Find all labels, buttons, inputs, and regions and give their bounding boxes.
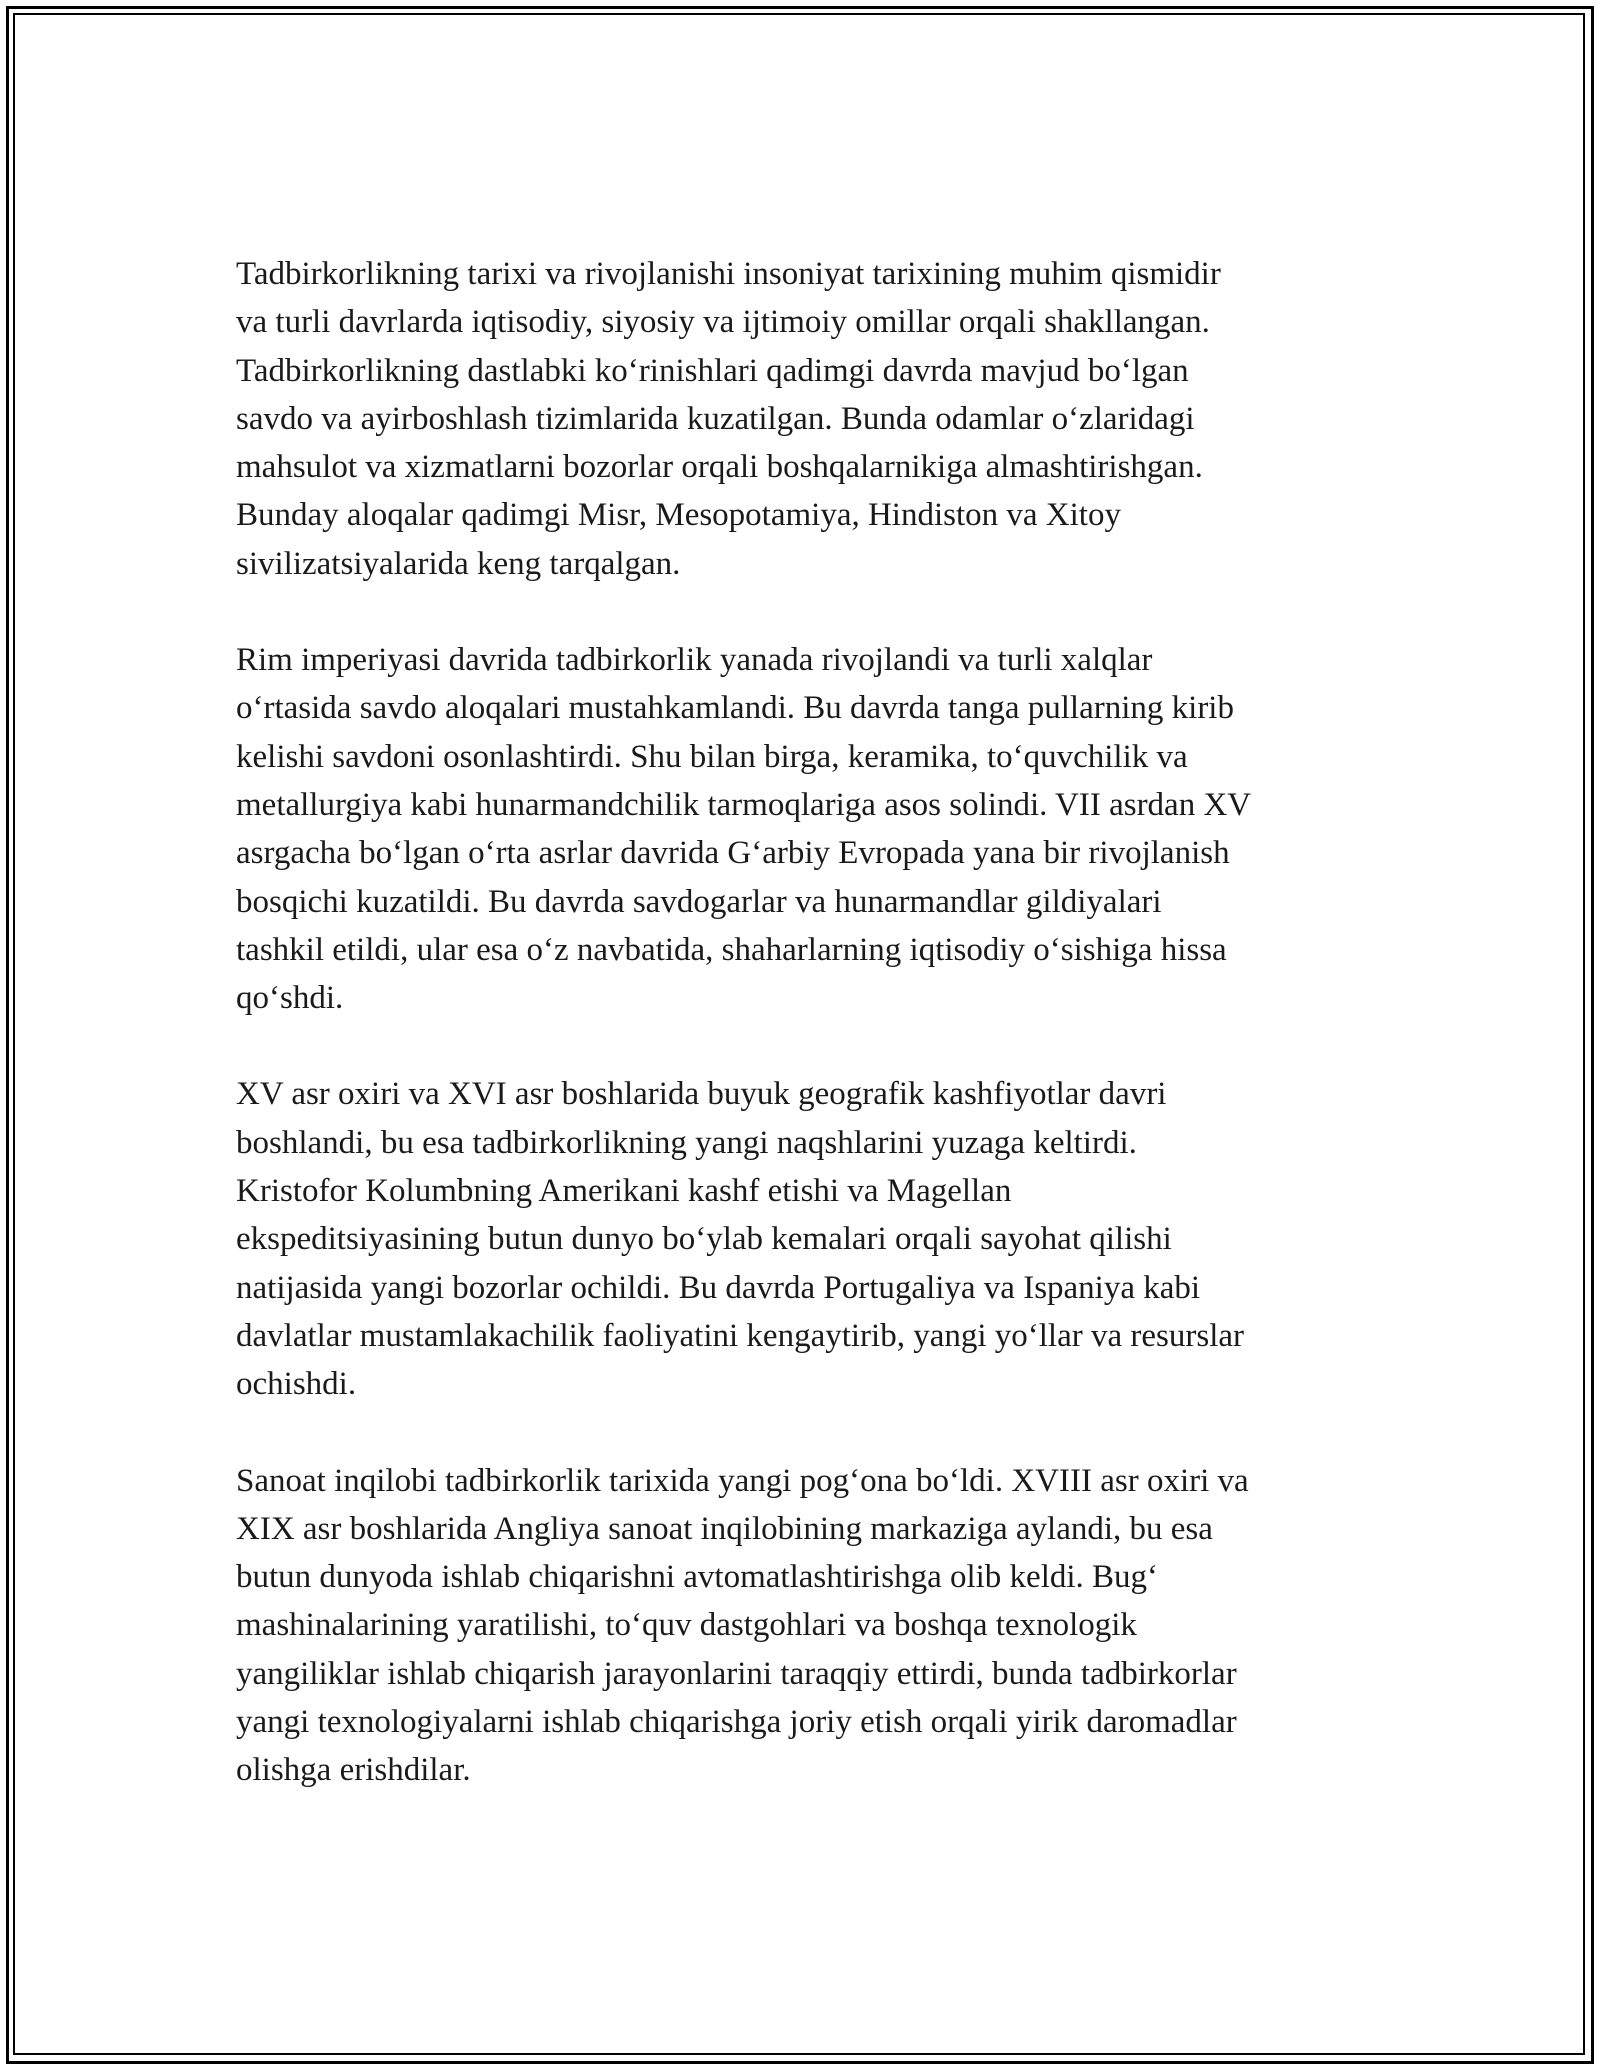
- text-line: qoʻshdi.: [236, 980, 344, 1017]
- text-line: Tadbirkorlikning tarixi va rivojlanishi insoniyat tarixining muhim qismidir: [236, 256, 1221, 292]
- text-line: savdo va ayirboshlash tizimlarida kuzatilgan. Bunda odamlar oʻzlaridagi: [236, 400, 1195, 437]
- text-line: Sanoat inqilobi tadbirkorlik tarixida yangi pogʻona boʻldi. XVIII asr oxiri va: [236, 1462, 1249, 1499]
- text-line: kelishi savdoni osonlashtirdi. Shu bilan birga, keramika, toʻquvchilik va: [236, 738, 1188, 775]
- paragraph-2: [236, 636, 1386, 1022]
- text-line: yangi texnologiyalarni ishlab chiqarishga joriy etish orqali yirik daromadlar: [236, 1704, 1237, 1741]
- text-line: Kristofor Kolumbning Amerikani kashf etishi va Magellan: [236, 1173, 1012, 1210]
- text-line: metallurgiya kabi hunarmandchilik tarmoqlariga asos solindi. VII asrdan XV: [236, 786, 1252, 823]
- text-line: XV asr oxiri va XVI asr boshlarida buyuk geografik kashfiyotlar davri: [236, 1076, 1167, 1113]
- text-line: asrgacha boʻlgan oʻrta asrlar davrida Gʻarbiy Evropada yana bir rivojlanish: [236, 835, 1230, 872]
- text-line: oʻrtasida savdo aloqalari mustahkamlandi. Bu davrda tanga pullarning kirib: [236, 690, 1234, 727]
- paragraph-3: [236, 1070, 1386, 1408]
- text-line: ekspeditsiyasining butun dunyo boʻylab kemalari orqali sayohat qilishi: [236, 1221, 1172, 1258]
- text-line: davlatlar mustamlakachilik faoliyatini kengaytirib, yangi yoʻllar va resurslar: [236, 1317, 1244, 1354]
- text-line: XIX asr boshlarida Angliya sanoat inqilobining markaziga aylandi, bu esa: [236, 1510, 1213, 1547]
- text-line: Bunday aloqalar qadimgi Misr, Mesopotamiya, Hindiston va Xitoy: [236, 497, 1121, 534]
- text-line: mahsulot va xizmatlarni bozorlar orqali boshqalarnikiga almashtirishgan.: [236, 449, 1203, 486]
- paragraph-4: [236, 1457, 1386, 1795]
- text-line: bosqichi kuzatildi. Bu davrda savdogarlar va hunarmandlar gildiyalari: [236, 883, 1162, 920]
- text-line: sivilizatsiyalarida keng tarqalgan.: [236, 545, 681, 582]
- text-line: tashkil etildi, ular esa oʻz navbatida, shaharlarning iqtisodiy oʻsishiga hissa: [236, 931, 1227, 968]
- document-body: [236, 250, 1386, 1843]
- text-line: butun dunyoda ishlab chiqarishni avtomatlashtirishga olib keldi. Bugʻ: [236, 1559, 1159, 1596]
- text-line: Tadbirkorlikning dastlabki koʻrinishlari qadimgi davrda mavjud boʻlgan: [236, 352, 1189, 389]
- text-line: va turli davrlarda iqtisodiy, siyosiy va ijtimoiy omillar orqali shakllangan.: [236, 304, 1210, 341]
- text-line: ochishdi.: [236, 1366, 357, 1403]
- text-line: yangiliklar ishlab chiqarish jarayonlarini taraqqiy ettirdi, bunda tadbirkorlar: [236, 1655, 1237, 1692]
- text-line: boshlandi, bu esa tadbirkorlikning yangi naqshlarini yuzaga keltirdi.: [236, 1124, 1137, 1161]
- text-line: olishga erishdilar.: [236, 1752, 471, 1789]
- text-line: mashinalarining yaratilishi, toʻquv dastgohlari va boshqa texnologik: [236, 1607, 1137, 1644]
- text-line: Rim imperiyasi davrida tadbirkorlik yanada rivojlandi va turli xalqlar: [236, 642, 1153, 679]
- paragraph-1: [236, 250, 1386, 588]
- text-line: natijasida yangi bozorlar ochildi. Bu davrda Portugaliya va Ispaniya kabi: [236, 1269, 1201, 1306]
